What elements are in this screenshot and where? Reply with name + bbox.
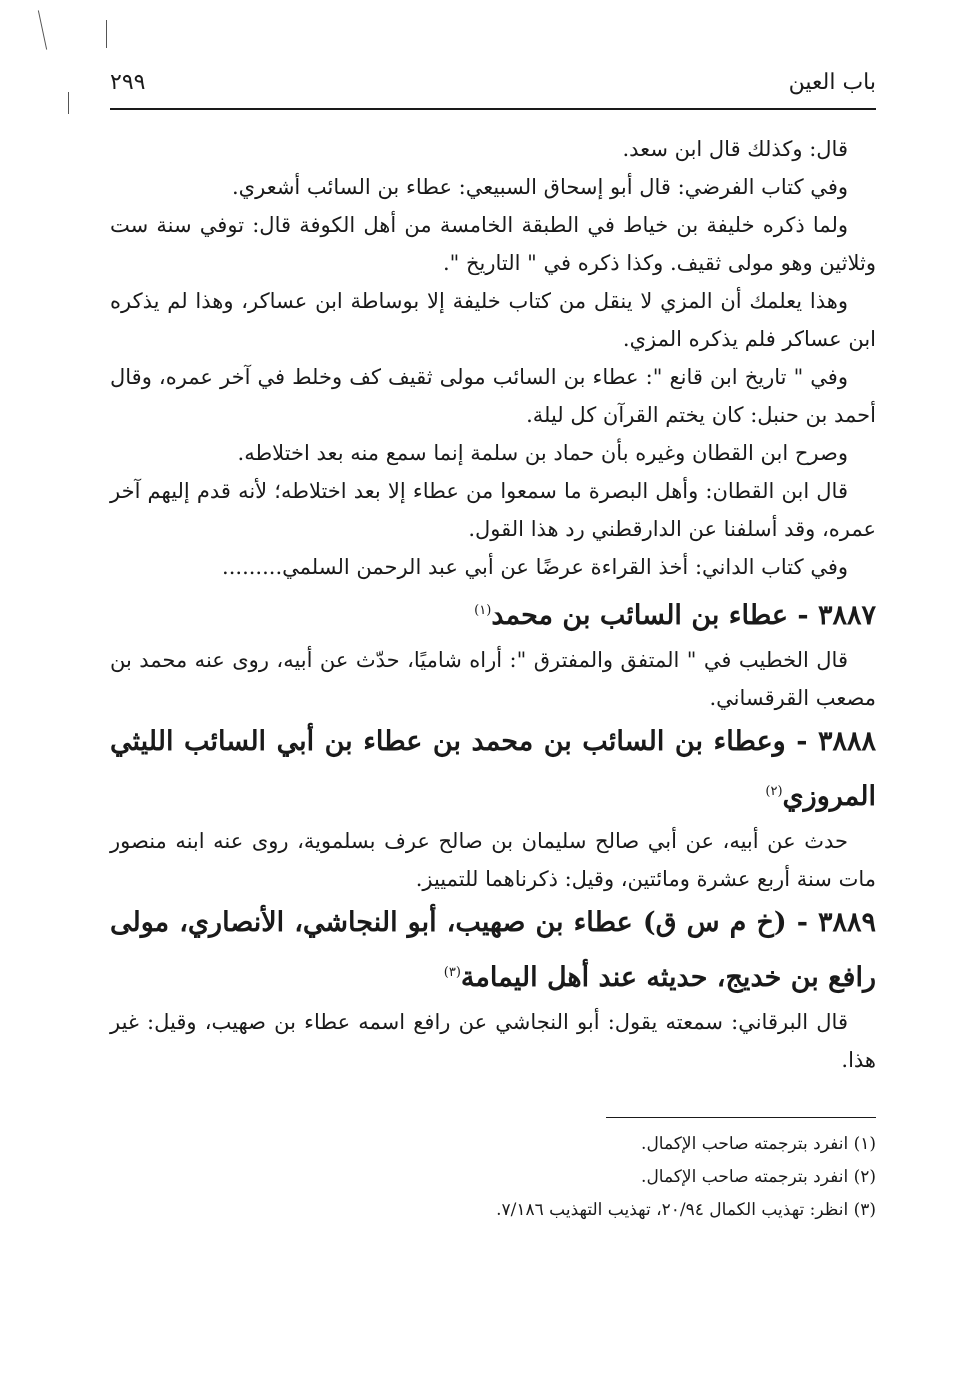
paragraph: قال ابن القطان: وأهل البصرة ما سمعوا من عطاء إلا بعد اختلاطه؛ لأنه قدم إليهم آخر عمره، وقد أسلفنا عن الدارقطني رد هذا القول. bbox=[110, 479, 876, 541]
scan-artifact bbox=[68, 92, 69, 114]
paragraph: قال: وكذلك قال ابن سعد. bbox=[622, 137, 848, 161]
footnote: (٢) انفرد بترجمته صاحب الإكمال. bbox=[641, 1167, 876, 1187]
entry-title-text: ٣٨٨٧ - عطاء بن السائب بن محمد bbox=[491, 600, 876, 631]
book-page bbox=[110, 68, 876, 1227]
paragraph: وصرح ابن القطان وغيره بأن حماد بن سلمة إنما سمع منه بعد اختلاطه. bbox=[237, 441, 848, 465]
entry-title-text: ٣٨٨٩ - (خ م س ق) عطاء بن صهيب، أبو النجاشي، الأنصاري، مولى رافع بن خديج، حديثه عند أهل اليمامة bbox=[110, 907, 876, 993]
biography-entry-3887 bbox=[110, 586, 876, 717]
footnote: (٣) انظر: تهذيب الكمال ٢٠/٩٤، تهذيب التهذيب ٧/١٨٦. bbox=[496, 1200, 876, 1220]
page-body bbox=[110, 130, 876, 1079]
entry-title bbox=[110, 586, 876, 641]
biography-entry-3889 bbox=[110, 898, 876, 1079]
paragraph: ولما ذكره خليفة بن خياط في الطبقة الخامسة من أهل الكوفة قال: توفي سنة ست وثلاثين وهو مولى ثقيف. وكذا ذكره في " التاريخ ". bbox=[110, 213, 876, 275]
entry-title-text: ٣٨٨٨ - وعطاء بن السائب بن محمد بن عطاء بن أبي السائب الليثي المروزي bbox=[110, 726, 876, 812]
page-header bbox=[110, 68, 876, 110]
footnote-marker: (٣) bbox=[443, 965, 461, 980]
paragraph: قال الخطيب في " المتفق والمفترق ": أراه شاميًا، حدّث عن أبيه، روى عنه محمد بن مصعب القرقساني. bbox=[110, 648, 876, 710]
scan-artifact bbox=[106, 20, 107, 48]
biography-entry-3888 bbox=[110, 717, 876, 898]
scan-artifact bbox=[38, 10, 47, 49]
footnote: (١) انفرد بترجمته صاحب الإكمال. bbox=[641, 1134, 876, 1154]
paragraph: وفي كتاب الفرضي: قال أبو إسحاق السبيعي: عطاء بن السائب أشعري. bbox=[232, 175, 848, 199]
footnote-marker: (٢) bbox=[765, 784, 783, 799]
paragraph: حدث عن أبيه، عن أبي صالح سليمان بن صالح عرف بسلموية، روى عنه ابنه منصور مات سنة أربع عشرة ومائتين، وقيل: ذكرناهما للتمييز. bbox=[110, 829, 876, 891]
footnotes bbox=[110, 1128, 876, 1227]
paragraph: وفي كتاب الداني: أخذ القراءة عرضًا عن أبي عبد الرحمن السلمي......... bbox=[222, 555, 848, 579]
paragraph: قال البرقاني: سمعته يقول: أبو النجاشي عن رافع اسمه عطاء بن صهيب، وقيل: غير هذا. bbox=[110, 1010, 876, 1072]
page-number: ٢٩٩ bbox=[110, 70, 146, 95]
footnote-marker: (١) bbox=[474, 603, 492, 618]
paragraph: وفي " تاريخ ابن قانع ": عطاء بن السائب مولى ثقيف كف وخلط في آخر عمره، وقال أحمد بن حنبل: كان يختم القرآن كل ليلة. bbox=[110, 365, 876, 427]
paragraph: وهذا يعلمك أن المزي لا ينقل من كتاب خليفة إلا بوساطة ابن عساكر، وهذا لم يذكره ابن عساكر فلم يذكره المزي. bbox=[110, 289, 876, 351]
footnote-divider bbox=[606, 1117, 876, 1118]
entry-title bbox=[110, 717, 876, 822]
running-title: باب العين bbox=[788, 70, 876, 95]
entry-title bbox=[110, 898, 876, 1003]
